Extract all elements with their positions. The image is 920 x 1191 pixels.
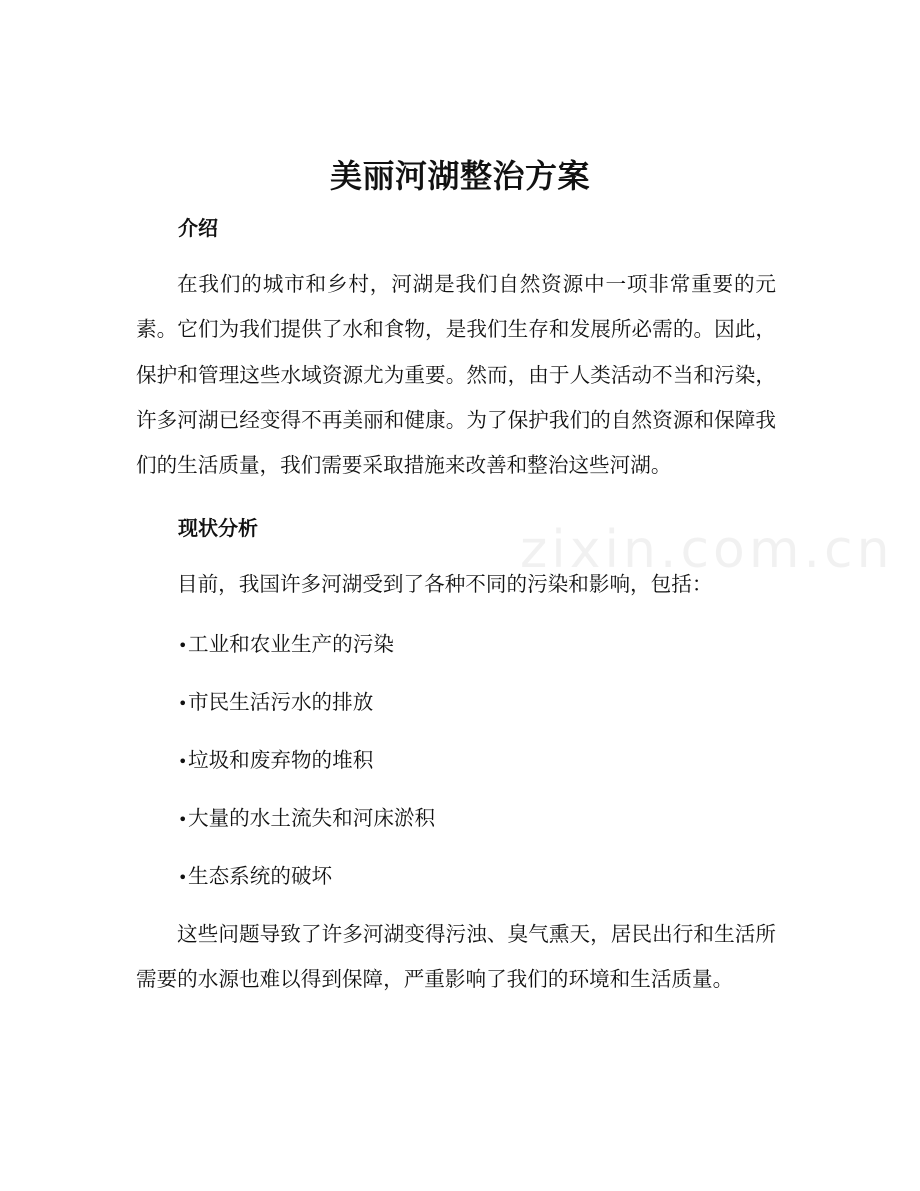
- status-conclusion-paragraph: 这些问题导致了许多河湖变得污浊、臭气熏天，居民出行和生活所需要的水源也难以得到保障，严重影响了我们的环境和生活质量。: [136, 922, 776, 992]
- list-item: [178, 743, 435, 801]
- list-item-text: 工业和农业生产的污染: [188, 632, 394, 656]
- watermark: zixin.com.cn: [520, 520, 894, 580]
- list-item: [178, 627, 435, 685]
- bullet-icon: •: [178, 752, 188, 771]
- list-item: [178, 801, 435, 859]
- list-item-text: 市民生活污水的排放: [188, 690, 374, 714]
- section-heading-intro: 介绍: [178, 216, 218, 240]
- document-title: 美丽河湖整治方案: [329, 157, 590, 195]
- list-item-text: 大量的水土流失和河床淤积: [188, 806, 436, 830]
- list-item: [178, 685, 435, 743]
- intro-paragraph: 在我们的城市和乡村，河湖是我们自然资源中一项非常重要的元素。它们为我们提供了水和食物，是我们生存和发展所必需的。因此，保护和管理这些水域资源尤为重要。然而，由于人类活动不当和污染，许多河湖已经变得不再美丽和健康。为了保护我们的自然资源和保障我们的生活质量，我们需要采取措施来改善和整治这些河湖。: [136, 272, 776, 478]
- bullet-icon: •: [178, 636, 188, 655]
- bullet-icon: •: [178, 694, 188, 713]
- list-item-text: 垃圾和废弃物的堆积: [188, 748, 374, 772]
- bullet-icon: •: [178, 810, 188, 829]
- bullet-icon: •: [178, 868, 188, 887]
- status-intro-paragraph: 目前，我国许多河湖受到了各种不同的污染和影响，包括：: [177, 572, 713, 596]
- list-item: [178, 859, 435, 917]
- list-item-text: 生态系统的破坏: [188, 864, 333, 888]
- section-heading-status: 现状分析: [178, 516, 258, 540]
- pollution-list: [178, 627, 435, 917]
